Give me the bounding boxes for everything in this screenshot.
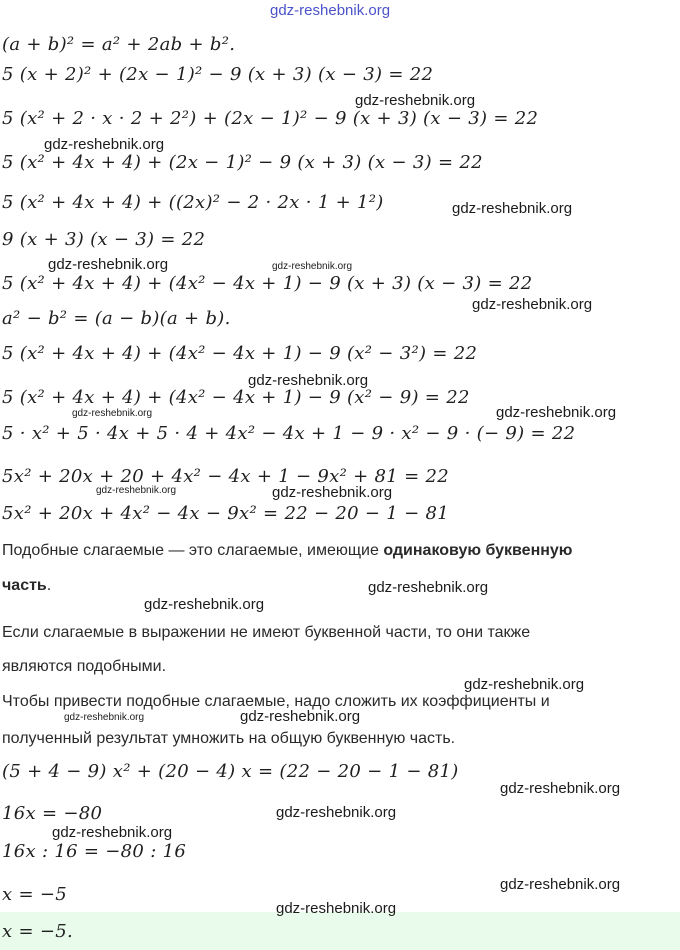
watermark: gdz-reshebnik.org xyxy=(276,900,397,917)
watermark: gdz-reshebnik.org xyxy=(368,579,489,596)
equation-line: 16x : 16 = −80 : 16 xyxy=(2,841,187,862)
watermark: gdz-reshebnik.org xyxy=(52,824,173,841)
watermark: gdz-reshebnik.org xyxy=(96,485,177,496)
rule-paragraph: Если слагаемые в выражении не имеют буквенной части, то они также xyxy=(2,624,531,641)
watermark: gdz-reshebnik.org xyxy=(472,296,593,313)
watermark: gdz-reshebnik.org xyxy=(276,804,397,821)
rule-paragraph-cont: являются подобными. xyxy=(2,658,167,675)
equation-line: 9 (x + 3) (x − 3) = 22 xyxy=(2,229,206,250)
rule-paragraph: Подобные слагаемые — это слагаемые, имеющие одинаковую буквенную xyxy=(2,542,573,559)
watermark: gdz-reshebnik.org xyxy=(272,261,353,272)
header-watermark: gdz-reshebnik.org xyxy=(270,2,391,19)
equation-line: x = −5 xyxy=(2,884,68,905)
watermark: gdz-reshebnik.org xyxy=(500,780,621,797)
watermark: gdz-reshebnik.org xyxy=(240,708,361,725)
watermark: gdz-reshebnik.org xyxy=(272,484,393,501)
equation-line: 16x = −80 xyxy=(2,803,103,824)
watermark: gdz-reshebnik.org xyxy=(44,136,165,153)
rule-paragraph-cont: часть. xyxy=(2,577,52,594)
equation-line: 5x² + 20x + 4x² − 4x − 9x² = 22 − 20 − 1 − 81 xyxy=(2,503,449,524)
formula-difference-of-squares: a² − b² = (a − b)(a + b). xyxy=(2,308,231,329)
equation-line: 5 (x² + 2 · x · 2 + 2²) + (2x − 1)² − 9 (x + 3) (x − 3) = 22 xyxy=(2,108,539,129)
equation-line: 5 · x² + 5 · 4x + 5 · 4 + 4x² − 4x + 1 − 9 · x² − 9 · (− 9) = 22 xyxy=(2,423,576,444)
rule-paragraph: Чтобы привести подобные слагаемые, надо сложить их коэффициенты и xyxy=(2,693,550,710)
equation-line: 5 (x² + 4x + 4) + ((2x)² − 2 · 2x · 1 + 1²) xyxy=(2,192,384,213)
equation-line: 5 (x² + 4x + 4) + (2x − 1)² − 9 (x + 3) (x − 3) = 22 xyxy=(2,152,483,173)
watermark: gdz-reshebnik.org xyxy=(355,92,476,109)
final-answer: x = −5. xyxy=(2,921,74,942)
equation-line: 5 (x² + 4x + 4) + (4x² − 4x + 1) − 9 (x + 3) (x − 3) = 22 xyxy=(2,273,533,294)
watermark: gdz-reshebnik.org xyxy=(72,408,153,419)
watermark: gdz-reshebnik.org xyxy=(144,596,265,613)
equation-line: 5 (x + 2)² + (2x − 1)² − 9 (x + 3) (x − 3) = 22 xyxy=(2,64,434,85)
watermark: gdz-reshebnik.org xyxy=(500,876,621,893)
watermark: gdz-reshebnik.org xyxy=(48,256,169,273)
rule-paragraph-cont: полученный результат умножить на общую буквенную часть. xyxy=(2,730,456,747)
answer-highlight xyxy=(0,912,680,950)
equation-line: 5 (x² + 4x + 4) + (4x² − 4x + 1) − 9 (x² − 9) = 22 xyxy=(2,387,470,408)
equation-line: 5 (x² + 4x + 4) + (4x² − 4x + 1) − 9 (x² − 3²) = 22 xyxy=(2,343,478,364)
watermark: gdz-reshebnik.org xyxy=(64,712,145,723)
watermark: gdz-reshebnik.org xyxy=(464,676,585,693)
equation-line: 5x² + 20x + 20 + 4x² − 4x + 1 − 9x² + 81 = 22 xyxy=(2,466,449,487)
equation-line: (5 + 4 − 9) x² + (20 − 4) x = (22 − 20 − 1 − 81) xyxy=(2,761,459,782)
watermark: gdz-reshebnik.org xyxy=(496,404,617,421)
formula-square-of-sum: (a + b)² = a² + 2ab + b². xyxy=(2,34,236,55)
watermark: gdz-reshebnik.org xyxy=(248,372,369,389)
watermark: gdz-reshebnik.org xyxy=(452,200,573,217)
